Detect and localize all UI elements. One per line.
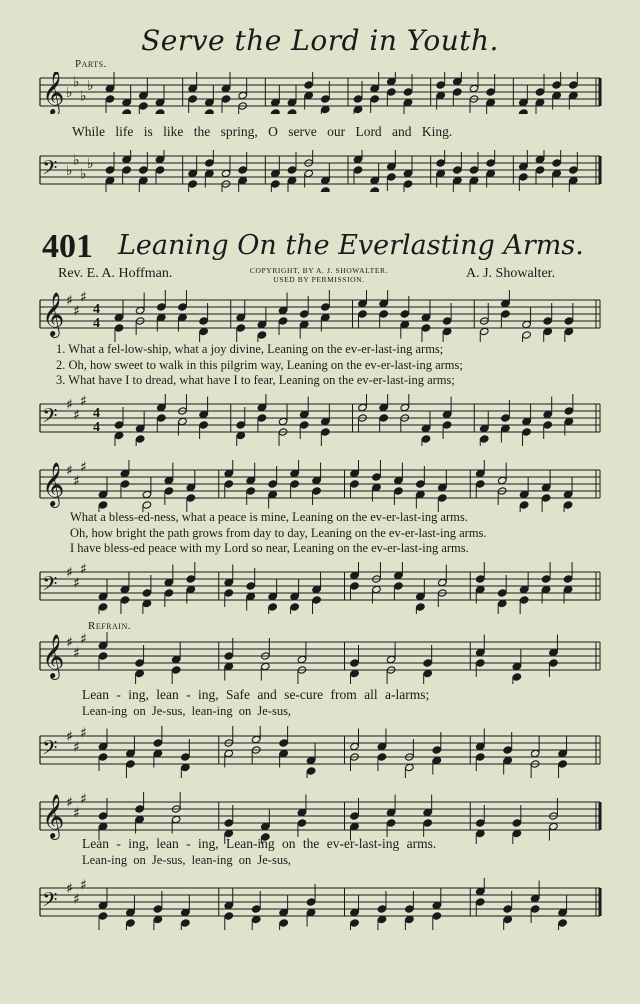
svg-text:♯: ♯ xyxy=(80,726,87,742)
staff-refrain2-bass xyxy=(0,878,640,930)
verse-1-line-1: 1. What a fel-low-ship, what a joy divine, Leaning on the ev-er-last-ing arms; xyxy=(56,342,444,356)
svg-text:𝄢: 𝄢 xyxy=(42,888,58,916)
staff-system1-treble xyxy=(0,290,640,342)
verse-3-line-1: 3. What have I to dread, what have I to fear, Leaning on the ev-er-last-ing arms; xyxy=(56,373,455,387)
svg-text:♭: ♭ xyxy=(87,156,94,172)
refrain-1-lower-lyric: Lean-ing on Je-sus, lean-ing on Je-sus, xyxy=(82,704,292,718)
svg-text:♯: ♯ xyxy=(73,805,80,822)
refrain-2-lower-lyric: Lean-ing on Je-sus, lean-ing on Je-sus, xyxy=(82,853,292,867)
svg-text:♭: ♭ xyxy=(66,85,73,101)
svg-text:♭: ♭ xyxy=(87,78,94,94)
svg-text:♯: ♯ xyxy=(73,891,80,908)
verse-1-line-2: What a bless-ed-ness, what a peace is mine, Leaning on the ev-er-last-ing arms. xyxy=(70,510,468,524)
svg-text:4: 4 xyxy=(93,420,100,435)
svg-text:♯: ♯ xyxy=(73,575,80,592)
svg-text:𝄢: 𝄢 xyxy=(42,736,58,764)
svg-text:♯: ♯ xyxy=(80,878,87,894)
section-label-parts: Parts. xyxy=(75,58,107,70)
staff-refrain1-treble xyxy=(0,632,640,684)
svg-text:𝄞: 𝄞 xyxy=(42,634,65,678)
svg-text:♯: ♯ xyxy=(66,635,73,651)
svg-text:♯: ♯ xyxy=(66,881,73,897)
svg-text:♯: ♯ xyxy=(80,290,87,306)
hymn-a-title: Serve the Lord in Youth. xyxy=(141,24,499,57)
svg-text:♭: ♭ xyxy=(73,152,80,169)
verse-block-2 xyxy=(70,510,487,557)
staff-hymn-a-bass xyxy=(0,150,640,192)
svg-text:♭: ♭ xyxy=(66,163,73,179)
svg-text:𝄞: 𝄞 xyxy=(42,292,65,336)
svg-text:𝄞: 𝄞 xyxy=(42,72,65,114)
staff-system2-treble xyxy=(0,460,640,512)
svg-text:♯: ♯ xyxy=(66,565,73,581)
refrain-label: Refrain. xyxy=(88,620,131,632)
svg-text:♯: ♯ xyxy=(73,645,80,662)
hymn-number: 401 xyxy=(42,228,93,265)
svg-text:♯: ♯ xyxy=(66,397,73,413)
svg-text:♯: ♯ xyxy=(73,473,80,490)
copyright-line-1: COPYRIGHT, BY A. J. SHOWALTER. xyxy=(249,266,389,275)
svg-text:4: 4 xyxy=(93,406,100,421)
svg-text:♭: ♭ xyxy=(80,166,87,183)
svg-text:♯: ♯ xyxy=(66,293,73,309)
svg-text:𝄞: 𝄞 xyxy=(42,794,65,838)
refrain-2-upper-lyric: Lean - ing, lean - ing, Lean-ing on the ev-er-last-ing arms. xyxy=(82,836,437,851)
svg-text:4: 4 xyxy=(93,302,100,317)
svg-text:4: 4 xyxy=(93,316,100,331)
svg-text:♯: ♯ xyxy=(80,562,87,578)
hymn-a-lyric: While life is like the spring, O serve our Lord and King. xyxy=(72,124,453,139)
staff-system2-bass xyxy=(0,562,640,614)
hymn-title: Leaning On the Everlasting Arms. xyxy=(118,230,584,261)
svg-text:𝄢: 𝄢 xyxy=(42,404,58,432)
lyricist: Rev. E. A. Hoffman. xyxy=(58,266,173,281)
svg-text:♯: ♯ xyxy=(80,792,87,808)
svg-text:♯: ♯ xyxy=(66,463,73,479)
staff-system1-bass xyxy=(0,394,640,446)
svg-text:𝄢: 𝄢 xyxy=(42,156,58,184)
verse-2-line-2: Oh, how bright the path grows from day to day, Leaning on the ev-er-last-ing arms. xyxy=(70,525,487,540)
copyright-line-2: USED BY PERMISSION. xyxy=(273,275,365,284)
svg-text:♯: ♯ xyxy=(66,795,73,811)
svg-text:♯: ♯ xyxy=(80,394,87,410)
copyright-notice xyxy=(224,266,414,284)
svg-text:♭: ♭ xyxy=(73,74,80,91)
svg-text:♯: ♯ xyxy=(80,632,87,648)
verse-3-line-2: I have bless-ed peace with my Lord so near, Leaning on the ev-er-last-ing arms. xyxy=(70,541,469,555)
refrain-1-upper-lyric: Lean - ing, lean - ing, Safe and se-cure from all a-larms; xyxy=(82,687,430,702)
svg-text:♯: ♯ xyxy=(66,729,73,745)
svg-text:♯: ♯ xyxy=(73,303,80,320)
svg-text:𝄢: 𝄢 xyxy=(42,572,58,600)
verse-block-1 xyxy=(56,342,463,389)
svg-text:♯: ♯ xyxy=(73,407,80,424)
composer: A. J. Showalter. xyxy=(466,266,556,281)
staff-hymn-a-treble xyxy=(0,72,640,114)
svg-text:♯: ♯ xyxy=(73,739,80,756)
staff-refrain1-bass xyxy=(0,726,640,778)
svg-text:𝄞: 𝄞 xyxy=(42,462,65,506)
svg-text:♯: ♯ xyxy=(80,460,87,476)
verse-2-line-1: 2. Oh, how sweet to walk in this pilgrim way, Leaning on the ev-er-last-ing arms; xyxy=(56,357,463,372)
svg-text:♭: ♭ xyxy=(80,88,87,105)
